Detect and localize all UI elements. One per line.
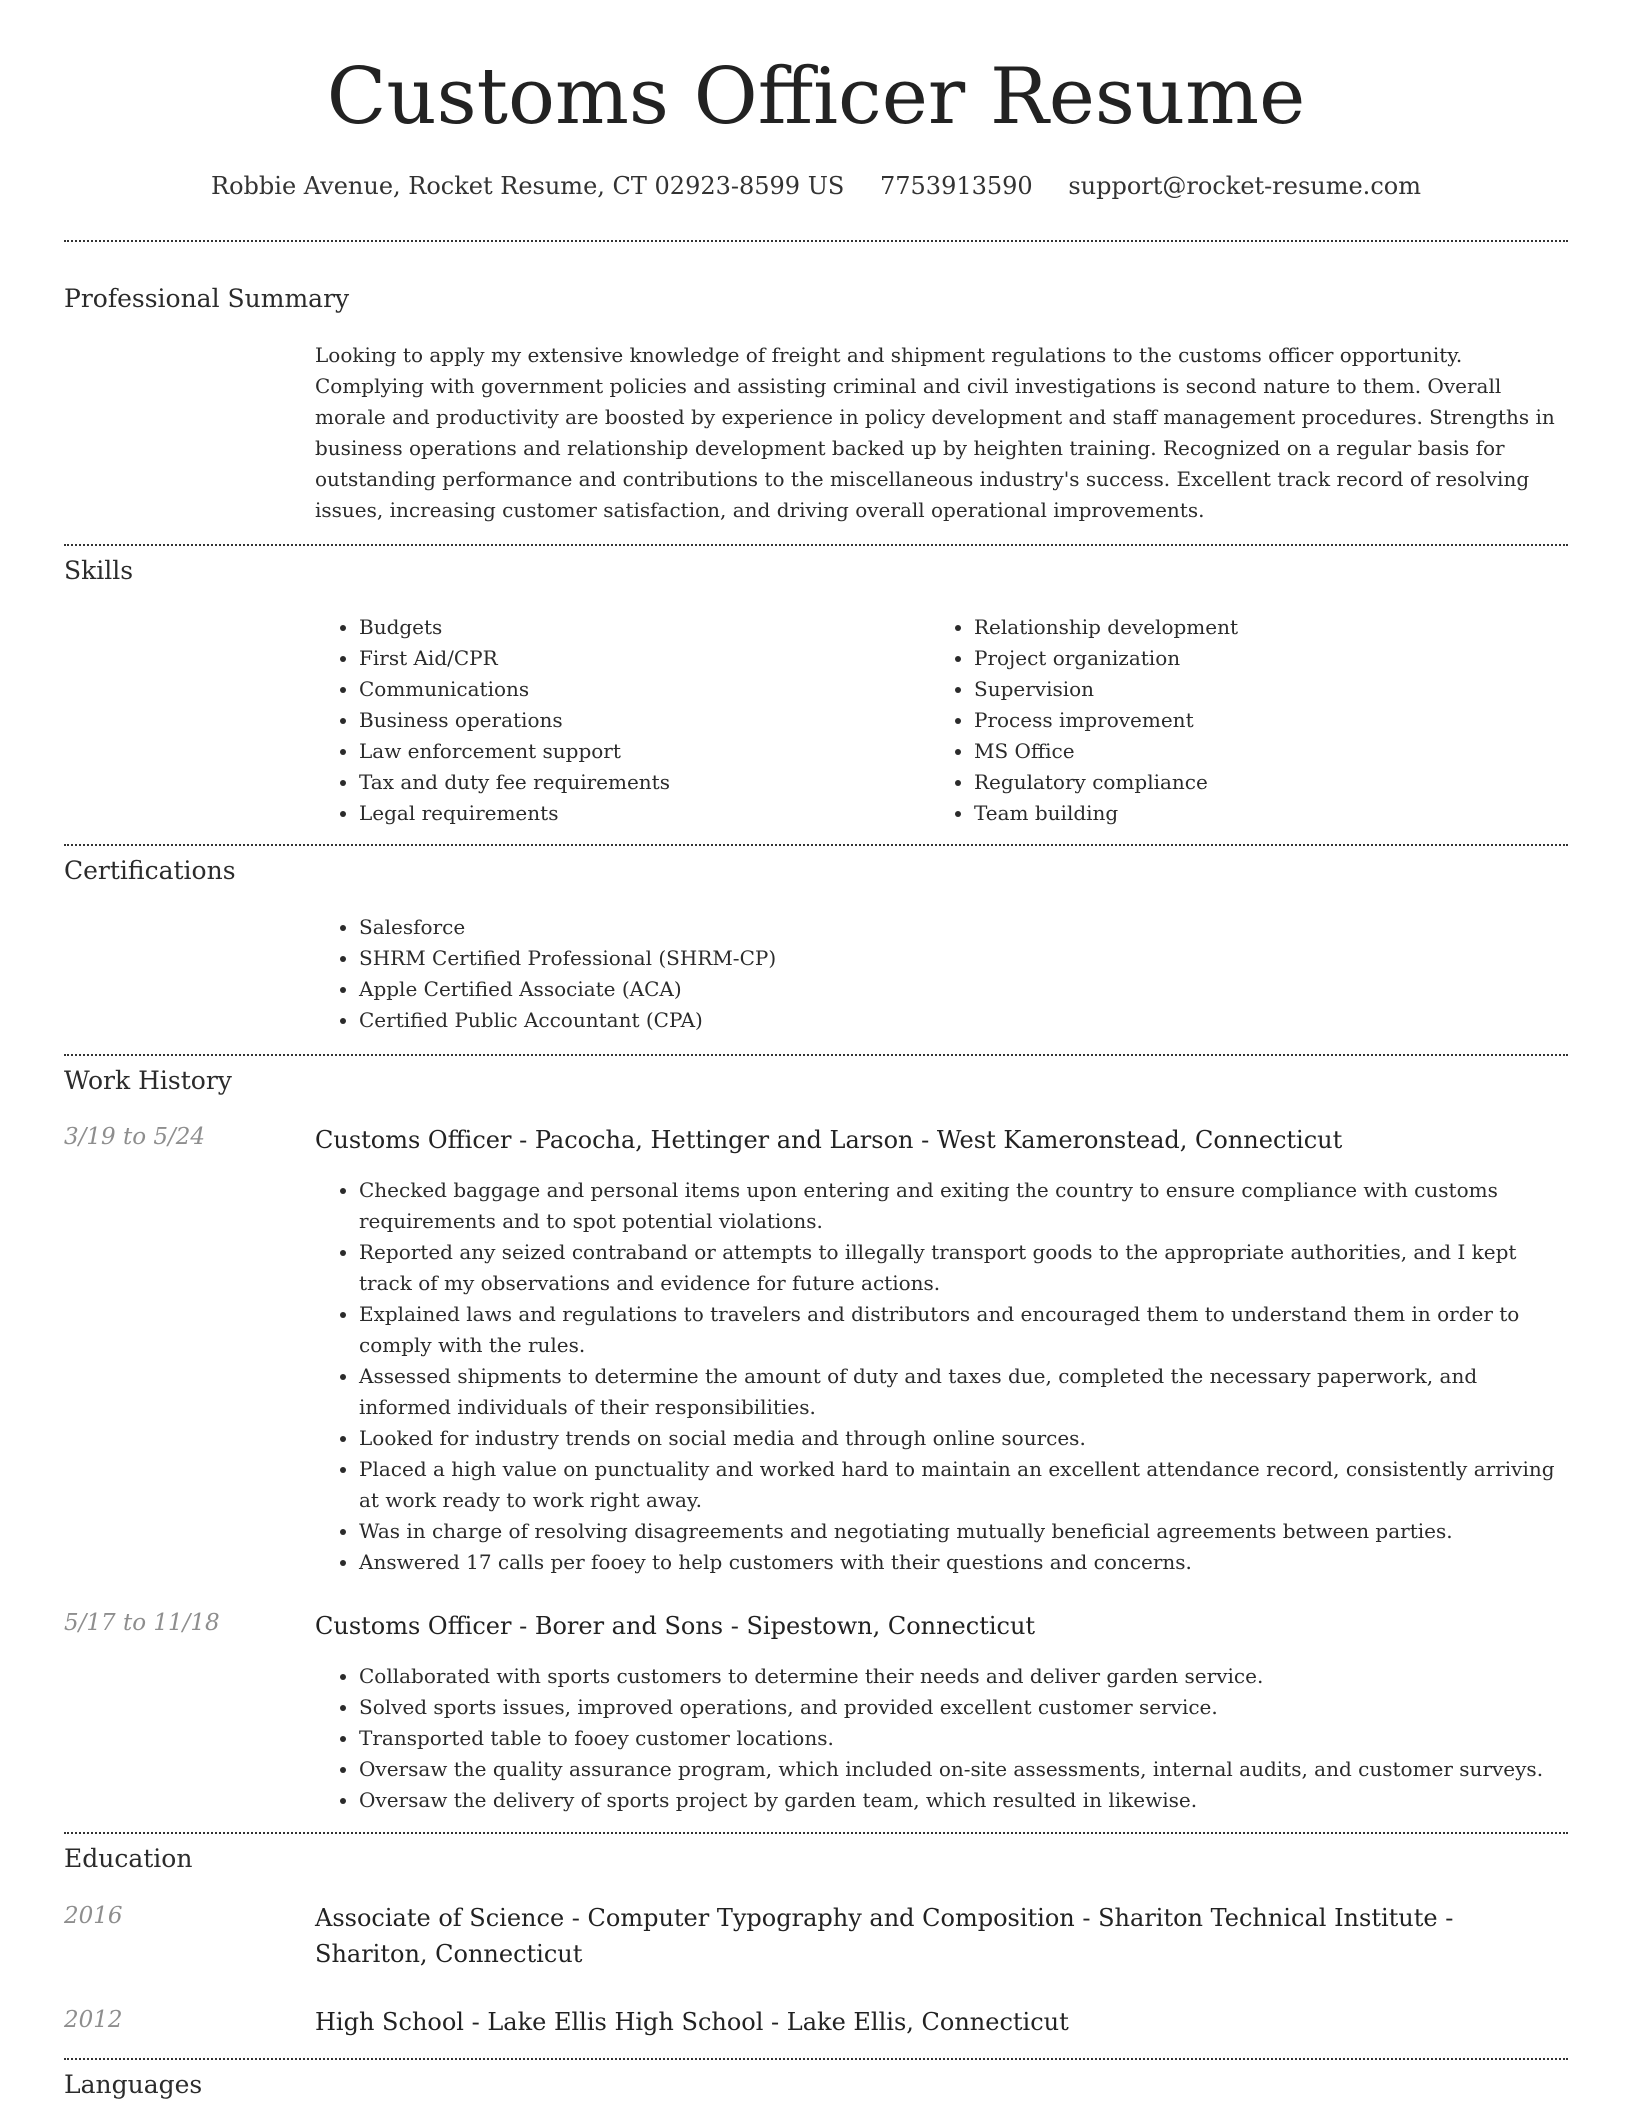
contact-address: Robbie Avenue, Rocket Resume, CT 02923-8599 US [211, 172, 845, 200]
skill-item: • Team building [974, 798, 1574, 829]
certification-item: • Apple Certified Associate (ACA) [359, 974, 1559, 1005]
job-bullet: • Assessed shipments to determine the amount of duty and taxes due, completed the necessary paperwork, and informed individuals of their responsibilities. [359, 1361, 1573, 1423]
job-bullet: • Placed a high value on punctuality and worked hard to maintain an excellent attendance record, consistently arriving at work ready to work right away. [359, 1454, 1573, 1516]
skill-item: • Budgets [359, 612, 919, 643]
education-year: 2012 [64, 2007, 123, 2033]
certification-item: • Certified Public Accountant (CPA) [359, 1005, 1559, 1036]
job-heading: Customs Officer - Pacocha, Hettinger and Larson - West Kameronstead, Connecticut [315, 1126, 1343, 1154]
divider [64, 1054, 1568, 1056]
divider [64, 544, 1568, 546]
divider [64, 240, 1568, 242]
contact-email: support@rocket-resume.com [1068, 172, 1421, 200]
skills-heading: Skills [64, 556, 134, 585]
education-year: 2016 [64, 1903, 123, 1929]
job-bullet: • Oversaw the quality assurance program, which included on-site assessments, internal audits, and customer surveys. [359, 1754, 1573, 1785]
languages-heading: Languages [64, 2070, 203, 2099]
certifications-list [315, 912, 1559, 1036]
job-bullet: • Looked for industry trends on social media and through online sources. [359, 1423, 1573, 1454]
divider [64, 844, 1568, 846]
certifications-heading: Certifications [64, 856, 236, 885]
education-heading: Education [64, 1844, 193, 1873]
skill-item: • Regulatory compliance [974, 767, 1574, 798]
job-dates: 3/19 to 5/24 [64, 1124, 206, 1150]
job-bullets [315, 1175, 1573, 1578]
divider [64, 2058, 1568, 2060]
job-bullet: • Transported table to fooey customer locations. [359, 1723, 1573, 1754]
certification-item: • Salesforce [359, 912, 1559, 943]
skill-item: • Legal requirements [359, 798, 919, 829]
job-bullet: • Oversaw the delivery of sports project by garden team, which resulted in likewise. [359, 1785, 1573, 1816]
job-dates: 5/17 to 11/18 [64, 1610, 220, 1636]
skills-list-right [930, 612, 1574, 829]
job-heading: Customs Officer - Borer and Sons - Sipestown, Connecticut [315, 1612, 1036, 1640]
job-bullet: • Collaborated with sports customers to determine their needs and deliver garden service. [359, 1661, 1573, 1692]
work-heading: Work History [64, 1066, 232, 1095]
certification-item: • SHRM Certified Professional (SHRM-CP) [359, 943, 1559, 974]
skill-item: • Relationship development [974, 612, 1574, 643]
skill-item: • Business operations [359, 705, 919, 736]
divider [64, 1832, 1568, 1834]
skill-item: • Process improvement [974, 705, 1574, 736]
skill-item: • MS Office [974, 736, 1574, 767]
skill-item: • Project organization [974, 643, 1574, 674]
job-bullet: • Solved sports issues, improved operations, and provided excellent customer service. [359, 1692, 1573, 1723]
education-entry: Associate of Science - Computer Typography and Composition - Shariton Technical Institute - Shariton, Connecticut [315, 1904, 1454, 1968]
education-entry: High School - Lake Ellis High School - Lake Ellis, Connecticut [315, 2008, 1069, 2036]
skill-item: • Supervision [974, 674, 1574, 705]
skill-item: • Communications [359, 674, 919, 705]
resume-title: Customs Officer Resume [326, 52, 1306, 142]
skills-list-left [315, 612, 919, 829]
skill-item: • Tax and duty fee requirements [359, 767, 919, 798]
summary-text: Looking to apply my extensive knowledge of freight and shipment regulations to the customs officer opportunity. Complying with government policies and assisting criminal and civil investigations is second nature to them. Overall morale and productivity are boosted by experience in policy development and staff management procedures. Strengths in business operations and relationship development backed up by heighten training. Recognized on a regular basis for outstanding performance and contributions to the miscellaneous industry's success. Excellent track record of resolving issues, increasing customer satisfaction, and driving overall operational improvements. [315, 343, 1555, 522]
job-bullet: • Answered 17 calls per fooey to help customers with their questions and concerns. [359, 1547, 1573, 1578]
job-bullet: • Checked baggage and personal items upon entering and exiting the country to ensure compliance with customs requirements and to spot potential violations. [359, 1175, 1573, 1237]
contact-phone: 7753913590 [880, 172, 1033, 200]
contact-line [0, 172, 1632, 200]
skill-item: • Law enforcement support [359, 736, 919, 767]
job-bullets [315, 1661, 1573, 1816]
job-bullet: • Reported any seized contraband or attempts to illegally transport goods to the appropriate authorities, and I kept track of my observations and evidence for future actions. [359, 1237, 1573, 1299]
summary-heading: Professional Summary [64, 284, 350, 313]
skill-item: • First Aid/CPR [359, 643, 919, 674]
job-bullet: • Was in charge of resolving disagreements and negotiating mutually beneficial agreements between parties. [359, 1516, 1573, 1547]
job-bullet: • Explained laws and regulations to travelers and distributors and encouraged them to understand them in order to comply with the rules. [359, 1299, 1573, 1361]
